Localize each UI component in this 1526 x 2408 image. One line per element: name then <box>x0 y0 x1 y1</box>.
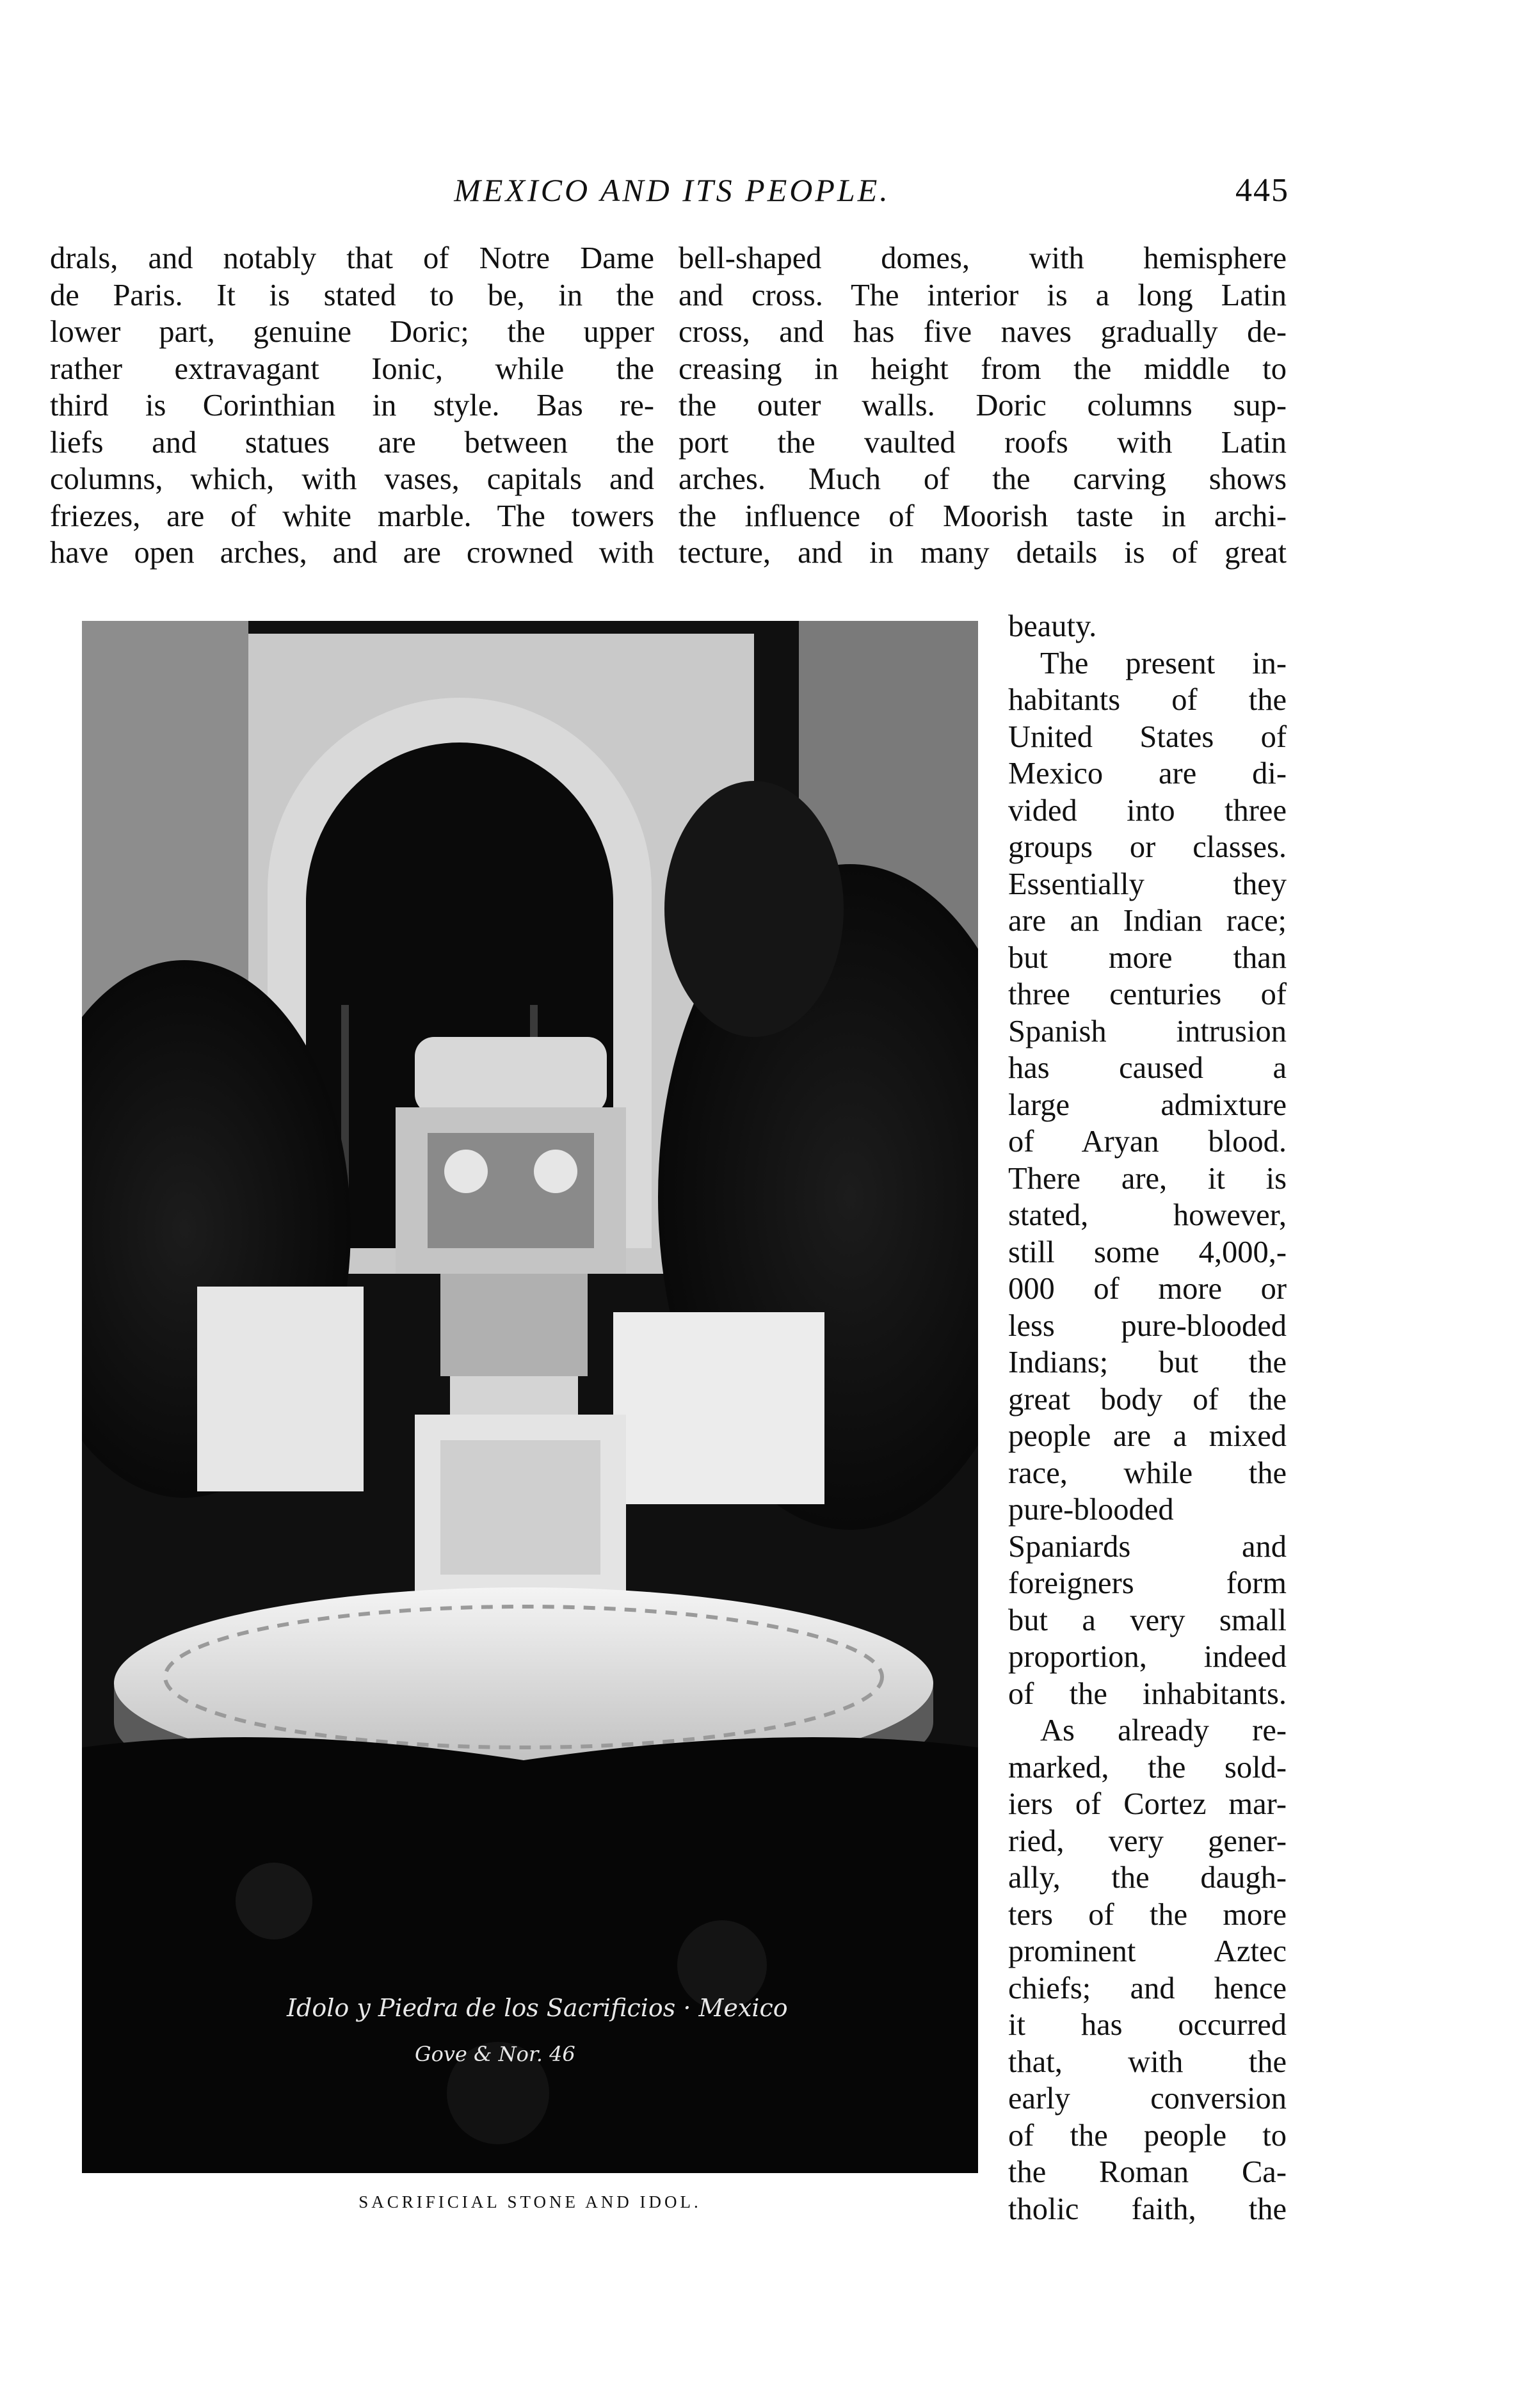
text-line: habitants of the <box>1008 683 1287 717</box>
text-line: have open arches, and are crowned with <box>50 536 654 570</box>
text-line: of Aryan blood. <box>1008 1125 1287 1159</box>
text-line: There are, it is <box>1008 1161 1287 1196</box>
text-line: large admixture <box>1008 1088 1287 1122</box>
text-line: the outer walls. Doric columns sup- <box>679 389 1287 422</box>
text-line: Spanish intrusion <box>1008 1014 1287 1048</box>
text-line: port the vaulted roofs with Latin <box>679 425 1287 460</box>
text-line: drals, and notably that of Notre Dame <box>50 241 654 275</box>
text-line: stated, however, <box>1008 1198 1287 1232</box>
text-line: groups or classes. <box>1008 830 1287 864</box>
text-line: liefs and statues are between the <box>50 425 654 460</box>
text-line: the influence of Moorish taste in archi- <box>679 499 1287 533</box>
text-line: people are a mixed <box>1008 1419 1287 1453</box>
text-line: pure-blooded <box>1008 1493 1174 1527</box>
text-line: tecture, and in many details is of great <box>679 536 1287 570</box>
running-title: MEXICO AND ITS PEOPLE. <box>454 172 890 208</box>
page-number: 445 <box>1235 172 1289 209</box>
text-line: of the inhabitants. <box>1008 1676 1287 1711</box>
left-column <box>50 240 654 572</box>
text-line: bell-shaped domes, with hemisphere <box>679 241 1287 275</box>
text-line: early conversion <box>1008 2082 1287 2115</box>
narrow-column <box>1008 608 1287 2227</box>
text-line: The present in- <box>1040 646 1287 680</box>
text-line: arches. Much of the carving shows <box>679 462 1287 496</box>
text-line: As already re- <box>1040 1714 1287 1747</box>
text-line: de Paris. It is stated to be, in the <box>50 278 654 312</box>
text-line: has caused a <box>1008 1051 1287 1085</box>
photo-inscription-line1: Idolo y Piedra de los Sacrificios · Mexico <box>287 1994 788 2022</box>
text-line: third is Corinthian in style. Bas re- <box>50 389 654 422</box>
text-line: that, with the <box>1008 2044 1287 2079</box>
text-line: cross, and has five naves gradually de- <box>679 315 1287 349</box>
text-line: still some 4,000,- <box>1008 1235 1287 1269</box>
text-line: it has occurred <box>1008 2008 1287 2042</box>
text-line: Spaniards and <box>1008 1529 1287 1564</box>
photo-inscription-line2: Gove & Nor. 46 <box>415 2042 575 2066</box>
text-line: but more than <box>1008 940 1287 975</box>
text-line: ally, the daugh- <box>1008 1861 1287 1895</box>
text-line: iers of Cortez mar- <box>1008 1787 1287 1821</box>
text-line: race, while the <box>1008 1456 1287 1490</box>
right-column <box>679 240 1287 572</box>
text-line: lower part, genuine Doric; the upper <box>50 315 654 349</box>
text-line: ried, very gener- <box>1008 1824 1287 1858</box>
figure-caption: SACRIFICIAL STONE AND IDOL. <box>358 2192 702 2211</box>
text-line: foreigners form <box>1008 1566 1287 1600</box>
text-line: and cross. The interior is a long Latin <box>679 278 1287 312</box>
text-line: the Roman Ca- <box>1008 2155 1287 2189</box>
text-line: tholic faith, the <box>1008 2192 1287 2226</box>
running-head <box>0 172 1526 216</box>
text-line: United States of <box>1008 719 1287 754</box>
text-line: prominent Aztec <box>1008 1934 1287 1968</box>
text-line: chiefs; and hence <box>1008 1971 1287 2005</box>
photograph-sacrificial-stone <box>82 621 978 2173</box>
text-line: friezes, are of white marble. The towers <box>50 499 654 533</box>
text-line: ters of the more <box>1008 1897 1287 1932</box>
text-line: rather extravagant Ionic, while the <box>50 351 654 386</box>
text-line: proportion, indeed <box>1008 1640 1287 1674</box>
text-line: beauty. <box>1008 609 1097 643</box>
text-line: great body of the <box>1008 1382 1287 1417</box>
text-line: creasing in height from the middle to <box>679 351 1287 386</box>
text-line: are an Indian race; <box>1008 904 1287 938</box>
text-line: less pure-blooded <box>1008 1308 1287 1343</box>
text-line: Mexico are di- <box>1008 757 1287 791</box>
text-line: of the people to <box>1008 2118 1287 2153</box>
text-line: columns, which, with vases, capitals and <box>50 462 654 496</box>
text-line: three centuries of <box>1008 977 1287 1011</box>
text-line: but a very small <box>1008 1603 1287 1637</box>
text-line: marked, the sold- <box>1008 1750 1287 1785</box>
text-line: Essentially they <box>1008 867 1287 901</box>
text-line: vided into three <box>1008 793 1287 828</box>
photograph-illustration <box>82 621 978 2173</box>
text-line: Indians; but the <box>1008 1345 1287 1379</box>
text-line: 000 of more or <box>1008 1272 1287 1306</box>
